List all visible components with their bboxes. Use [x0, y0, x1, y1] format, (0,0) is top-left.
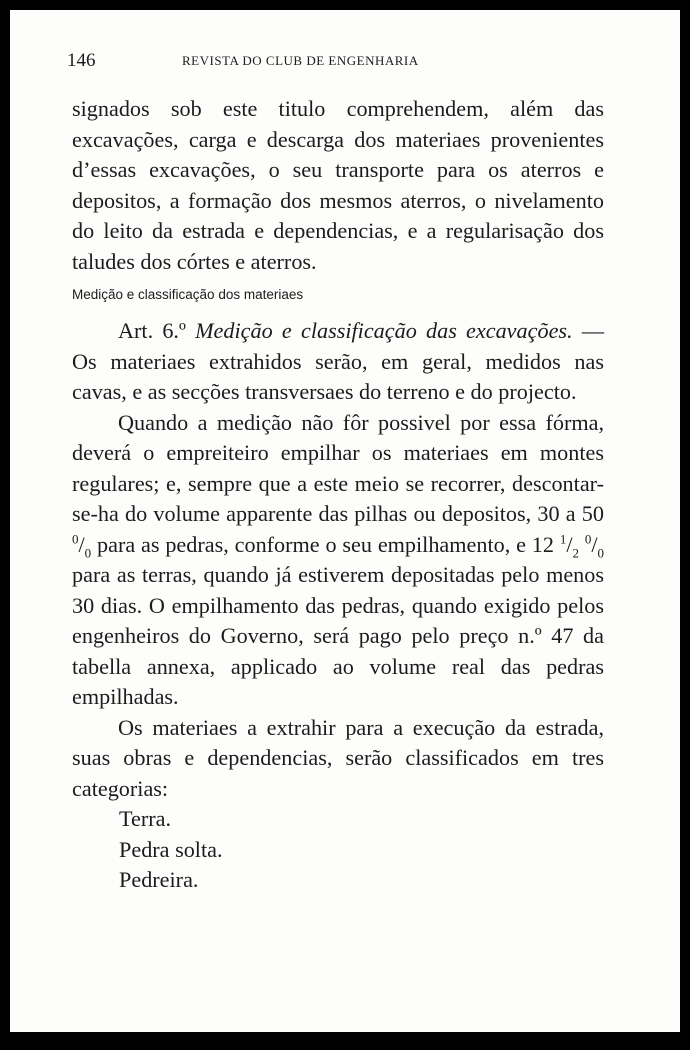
- paragraph-part: para as terras, quando já estiverem depositadas pelo menos 30 dias. O empilhamento das pedras, quando exigido pelos engenheiros do Governo, será pago pelo preço n.º 47 da tabella annexa, applicado ao volume real das pedras empilhadas.: [72, 562, 604, 709]
- paragraph-measurement: Quando a medição não fôr possivel por essa fórma, deverá o empreiteiro empilhar os materiaes em montes regulares; e, sempre que a este meio se recorrer, descontar-se-ha do volume apparente das pilhas ou depositos, 30 a 50 $^0/_0$ para as pedras, conforme o seu empilhamento, e 12 $^1/_2$ $^0/_0$ para as terras, quando já estiverem depositadas pelo menos 30 dias. O empilhamento das pedras, quando exigido pelos engenheiros do Governo, será pago pelo preço n.º 47 da tabella annexa, applicado ao volume real das pedras empilhadas.: [72, 409, 605, 709]
- category-item: Pedra solta.: [119, 836, 223, 862]
- paragraph-continuation: signados sob este titulo comprehendem, além das excavações, carga e descarga dos materiaes provenientes d’essas excavações, o seu transporte para os aterros e depositos, a formação dos mesmos aterros, o nivelamento do leito da estrada e dependencias, e a regularisação dos taludes dos córtes e aterros.: [72, 96, 604, 274]
- article-label: Art. 6.º: [118, 318, 186, 343]
- category-item: Terra.: [119, 806, 172, 831]
- article-title: Medição e classificação das excavações.: [195, 318, 573, 343]
- percent-sign-bottom: 0: [597, 544, 605, 560]
- body-text: [72, 94, 604, 896]
- percent-sign-top: 0: [72, 531, 79, 547]
- paragraph-part: Quando a medição não fôr possivel por essa fórma, deverá o empreiteiro empilhar os materiaes em montes regulares; e, sempre que a este meio se recorrer, descontar-se-ha do volume apparente das pilhas ou depositos, 30 a 50: [72, 409, 604, 526]
- paragraph-part: para as pedras, conforme o seu empilhamento, e 12: [97, 531, 554, 557]
- running-head: [67, 50, 612, 72]
- article-6-paragraph: [72, 316, 604, 408]
- fraction-denominator: 2: [572, 544, 580, 560]
- section-heading: Medição e classificação dos materiaes: [72, 287, 304, 302]
- percent-sign-top: 0: [584, 531, 592, 547]
- document-page: [10, 10, 680, 1032]
- category-item: Pedreira.: [119, 867, 199, 892]
- article-text: — Os materiaes extrahidos serão, em geral, medidos nas cavas, e as secções transversaes do terreno e do projecto.: [72, 318, 605, 404]
- percent-sign-bottom: 0: [84, 544, 92, 560]
- fraction-numerator: 1: [559, 531, 567, 547]
- page-number: 146: [67, 50, 96, 71]
- paragraph-classification: Os materiaes a extrahir para a execução da estrada, suas obras e dependencias, serão classificados em tres categorias:: [72, 714, 604, 801]
- journal-title: REVISTA DO CLUB DE ENGENHARIA: [182, 53, 419, 68]
